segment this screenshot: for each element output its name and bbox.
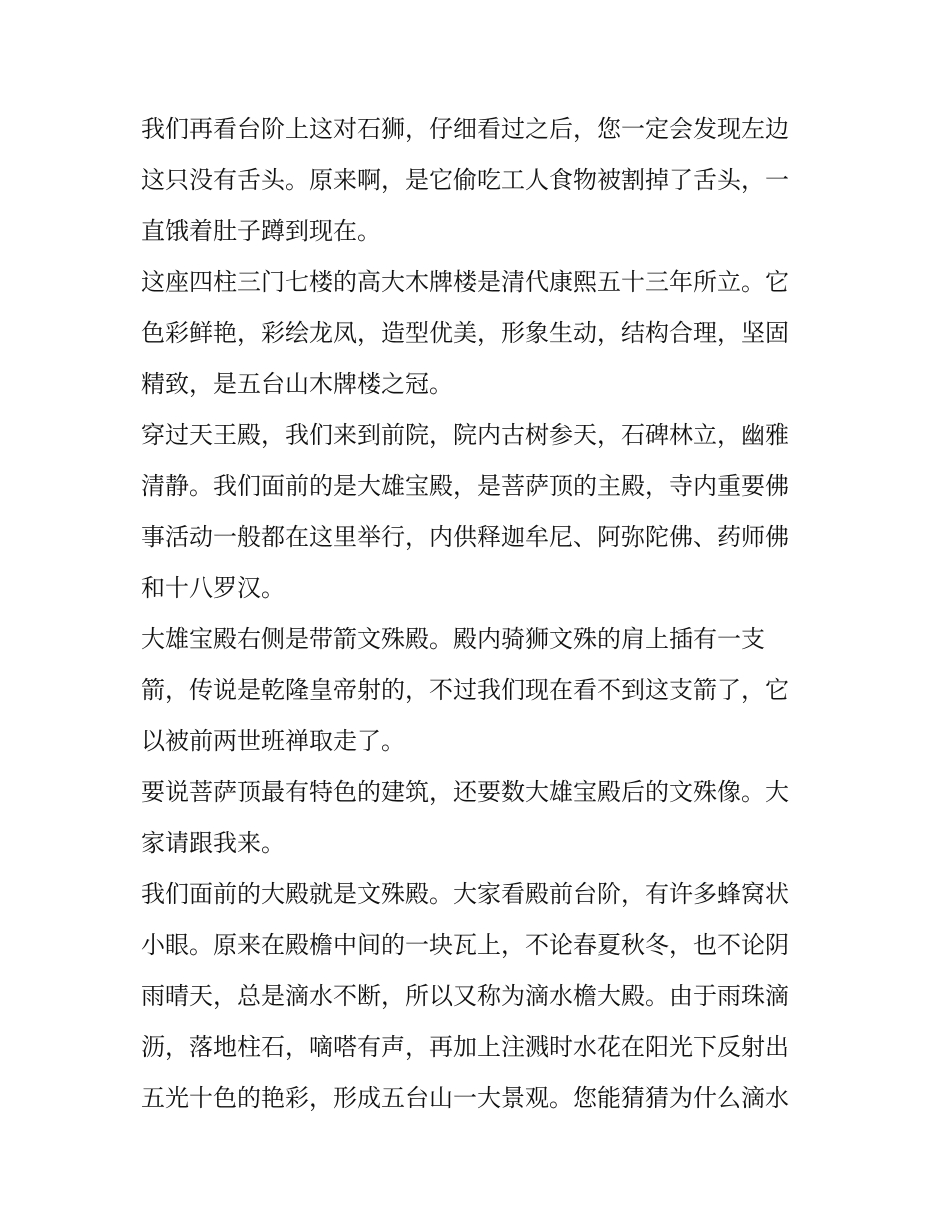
text-line: 我们面前的大殿就是文殊殿。大家看殿前台阶，有许多蜂窝状 (141, 880, 789, 908)
text-line: 穿过天王殿，我们来到前院，院内古树参天，石碑林立，幽雅 (141, 421, 789, 449)
text-line: 要说菩萨顶最有特色的建筑，还要数大雄宝殿后的文殊像。大 (141, 778, 789, 806)
text-line: 事活动一般都在这里举行，内供释迦牟尼、阿弥陀佛、药师佛 (141, 523, 789, 551)
text-line: 和十八罗汉。 (141, 574, 285, 602)
text-line: 清静。我们面前的是大雄宝殿，是菩萨顶的主殿，寺内重要佛 (141, 472, 789, 500)
text-line: 这座四柱三门七楼的高大木牌楼是清代康熙五十三年所立。它 (141, 268, 789, 296)
text-line: 我们再看台阶上这对石狮，仔细看过之后，您一定会发现左边 (141, 115, 789, 143)
text-line: 这只没有舌头。原来啊，是它偷吃工人食物被割掉了舌头，一 (141, 166, 789, 194)
text-line: 直饿着肚子蹲到现在。 (141, 217, 381, 245)
text-line: 大雄宝殿右侧是带箭文殊殿。殿内骑狮文殊的肩上插有一支 (141, 625, 765, 653)
body-text (141, 108, 813, 1128)
text-line: 五光十色的艳彩，形成五台山一大景观。您能猜猜为什么滴水 (141, 1084, 789, 1112)
text-line: 小眼。原来在殿檐中间的一块瓦上，不论春夏秋冬，也不论阴 (141, 931, 789, 959)
text-line: 家请跟我来。 (141, 829, 285, 857)
text-line: 雨晴天，总是滴水不断，所以又称为滴水檐大殿。由于雨珠滴 (141, 982, 789, 1010)
text-line: 以被前两世班禅取走了。 (141, 727, 405, 755)
text-line: 沥，落地柱石，嘀嗒有声，再加上注溅时水花在阳光下反射出 (141, 1033, 789, 1061)
text-line: 色彩鲜艳，彩绘龙凤，造型优美，形象生动，结构合理，坚固 (141, 319, 789, 347)
text-line: 精致，是五台山木牌楼之冠。 (141, 370, 453, 398)
text-line: 箭，传说是乾隆皇帝射的，不过我们现在看不到这支箭了，它 (141, 676, 789, 704)
